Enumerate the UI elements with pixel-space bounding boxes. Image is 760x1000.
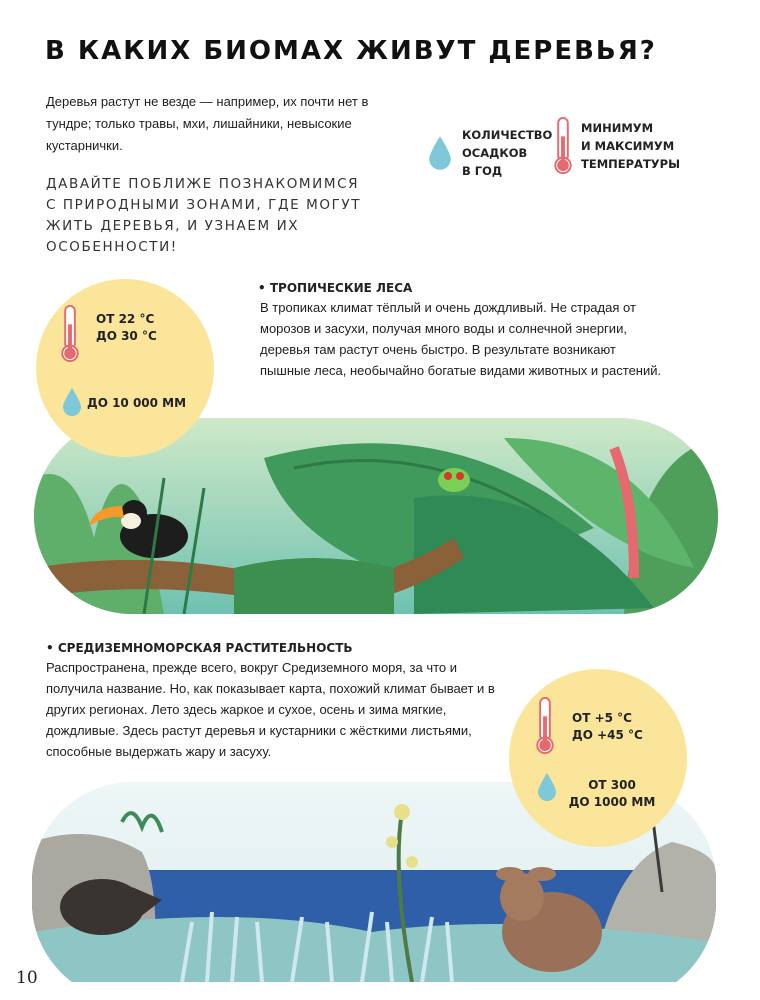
mediterranean-precip [562, 777, 662, 811]
intro-paragraph: Деревья растут не везде — например, их почти нет в тундре; только травы, мхи, лишайники, невысокие кустарнички. [46, 94, 369, 153]
legend-precip [428, 126, 552, 180]
mediterranean-text: Распространена, прежде всего, вокруг Средиземного моря, за что и получила название. Но, как показывает карта, похожий климат бывает и в других регионах. Лето здесь жаркое и сухое, осень и зима мягкие, дождливые. Здесь растут деревья и кустарники с жёсткими листьями, способные выдержать жару и засуху. [46, 660, 495, 759]
thermometer-icon [553, 117, 573, 175]
legend-temp-line2: И МАКСИМУМ [581, 139, 675, 153]
legend-precip-line2: ОСАДКОВ [462, 146, 528, 160]
thermometer-icon [60, 305, 80, 363]
mediterranean-temp-max: ДО +45 °С [572, 728, 643, 742]
tropical-temp [96, 311, 176, 345]
legend-temp-line1: МИНИМУМ [581, 121, 654, 135]
legend-temp-line3: ТЕМПЕРАТУРЫ [581, 157, 681, 171]
mediterranean-heading: • СРЕДИЗЕМНОМОРСКАЯ РАСТИТЕЛЬНОСТЬ [46, 641, 353, 655]
tropical-precip: ДО 10 000 ММ [87, 396, 187, 410]
tropical-temp-max: ДО 30 °С [96, 329, 157, 343]
drop-icon [428, 135, 452, 171]
page-title: В КАКИХ БИОМАХ ЖИВУТ ДЕРЕВЬЯ? [45, 36, 657, 66]
drop-icon [537, 772, 557, 802]
mediterranean-precip-line2: ДО 1000 ММ [568, 795, 656, 809]
tropical-text: В тропиках климат тёплый и очень дождливый. Не страдая от морозов и засухи, получая много воды и солнечной энергии, деревья там растут очень быстро. В результате возникают пышные леса, необычайно богатые видами животных и растений. [260, 300, 662, 378]
legend-temp [553, 117, 680, 175]
legend-precip-line1: КОЛИЧЕСТВО [462, 128, 553, 142]
tropical-temp-min: ОТ 22 °С [96, 312, 155, 326]
callout-text: ДАВАЙТЕ ПОБЛИЖЕ ПОЗНАКОМИМСЯ С ПРИРОДНЫМИ ЗОНАМИ, ГДЕ МОГУТ ЖИТЬ ДЕРЕВЬЯ, И УЗНАЕМ ИХ ОСОБЕННОСТИ! [46, 176, 362, 255]
tropical-heading: • ТРОПИЧЕСКИЕ ЛЕСА [258, 281, 412, 295]
mediterranean-temp [572, 710, 662, 744]
drop-icon [62, 387, 82, 417]
legend-precip-line3: В ГОД [462, 164, 503, 178]
mediterranean-climate-circle [509, 669, 687, 847]
mediterranean-temp-min: ОТ +5 °С [572, 711, 632, 725]
page-number: 10 [16, 968, 38, 988]
thermometer-icon [535, 697, 555, 755]
mediterranean-precip-line1: ОТ 300 [588, 778, 636, 792]
